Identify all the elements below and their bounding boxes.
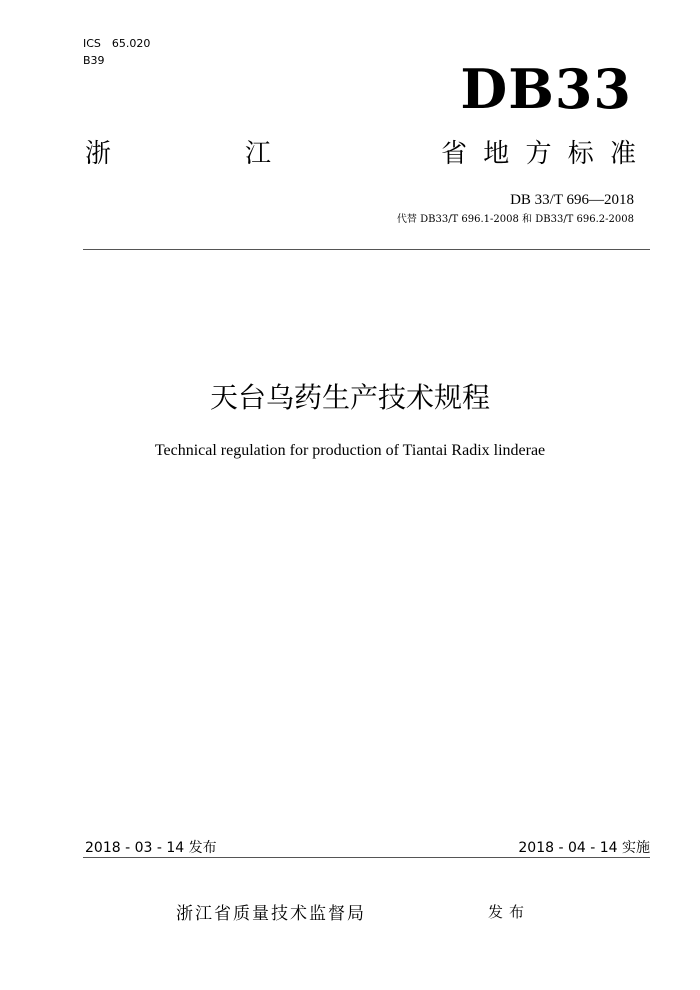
replaces-note: 代替 DB33/T 696.1-2008 和 DB33/T 696.2-2008 <box>396 214 634 225</box>
footer-divider <box>83 857 650 858</box>
ccs-code: B39 <box>83 54 105 67</box>
issuing-authority: 浙江省质量技术监督局 <box>176 904 366 924</box>
standard-type-part-3: 省 地 方 标 准 <box>440 139 640 169</box>
standard-logo: DB33 <box>460 57 632 121</box>
issue-date: 2018 - 03 - 14 发布 <box>85 840 217 856</box>
standard-number: DB 33/T 696—2018 <box>510 192 634 208</box>
standard-type-part-2: 江 <box>245 139 272 169</box>
document-title-en: Technical regulation for production of Tiantai Radix linderae <box>154 442 546 459</box>
publish-label: 发布 <box>488 903 531 921</box>
standard-type-part-1: 浙 <box>85 139 112 169</box>
document-title-zh: 天台乌药生产技术规程 <box>209 381 490 414</box>
header-divider <box>83 249 650 250</box>
ics-code: ICS 65.020 <box>83 37 151 50</box>
implementation-date: 2018 - 04 - 14 实施 <box>518 840 650 856</box>
